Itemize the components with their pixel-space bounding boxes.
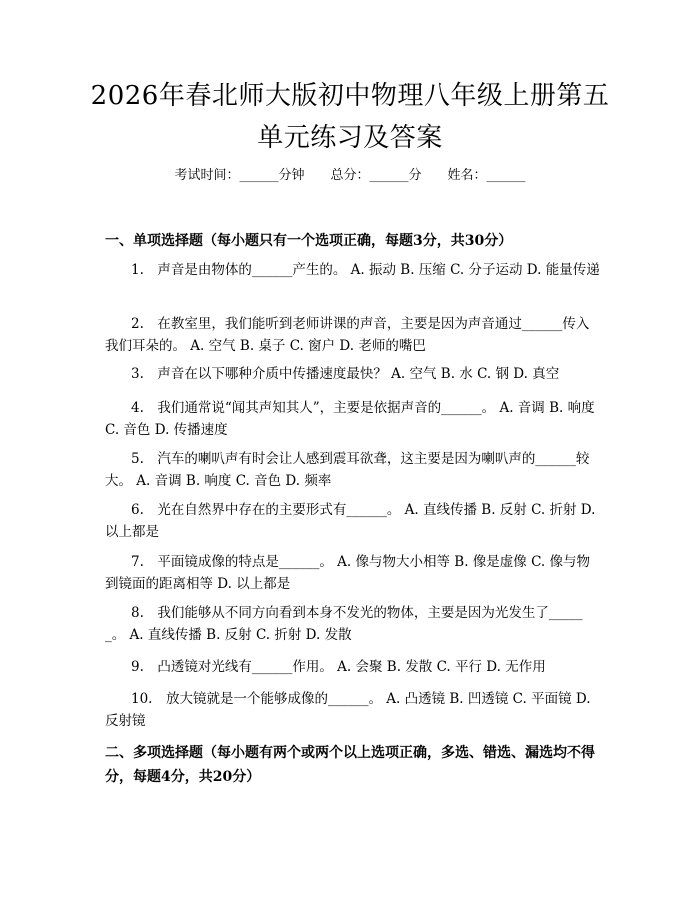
exam-time-field: 考试时间：______分钟	[174, 168, 305, 183]
question-8: 8. 我们能够从不同方向看到本身不发光的物体，主要是因为光发生了______。 A. 直线传播 B. 反射 C. 折射 D. 发散	[105, 605, 583, 643]
exam-meta	[0, 166, 700, 186]
question-7: 7. 平面镜成像的特点是______。 A. 像与物大小相等 B. 像是虚像 C. 像与物到镜面的距离相等 D. 以上都是	[105, 554, 591, 592]
question-2: 2. 在教室里，我们能听到老师讲课的声音，主要是因为声音通过______传入我们耳朵的。 A. 空气 B. 桌子 C. 窗户 D. 老师的嘴巴	[105, 316, 590, 354]
document-title	[60, 75, 640, 159]
title-line-2: 单元练习及答案	[257, 123, 443, 153]
question-3: 3. 声音在以下哪种介质中传播速度最快？ A. 空气 B. 水 C. 钢 D. 真空	[131, 366, 560, 382]
section-heading-multiple-choice: 二、多项选择题（每小题有两个或两个以上选项正确，多选、错选、漏选均不得分，每题4分，共20分）	[105, 745, 595, 785]
question-4: 4. 我们通常说“闻其声知其人”，主要是依据声音的______。 A. 音调 B. 响度 C. 音色 D. 传播速度	[105, 400, 595, 438]
total-score-field: 总分：______分	[330, 168, 422, 183]
question-5: 5. 汽车的喇叭声有时会让人感到震耳欲聋，这主要是因为喇叭声的______较大。 A. 音调 B. 响度 C. 音色 D. 频率	[105, 451, 590, 489]
section-heading-single-choice: 一、单项选择题（每小题只有一个选项正确，每题3分，共30分）	[105, 233, 513, 249]
student-name-field: 姓名：______	[447, 168, 526, 183]
question-1: 1. 声音是由物体的______产生的。 A. 振动 B. 压缩 C. 分子运动 D. 能量传递	[131, 262, 600, 278]
title-line-1: 2026年春北师大版初中物理八年级上册第五	[90, 81, 610, 111]
question-9: 9. 凸透镜对光线有______作用。 A. 会聚 B. 发散 C. 平行 D. 无作用	[131, 659, 546, 675]
question-6: 6. 光在自然界中存在的主要形式有______。 A. 直线传播 B. 反射 C. 折射 D. 以上都是	[105, 502, 596, 540]
question-10: 10. 放大镜就是一个能够成像的______。 A. 凸透镜 B. 凹透镜 C. 平面镜 D. 反射镜	[105, 691, 591, 729]
